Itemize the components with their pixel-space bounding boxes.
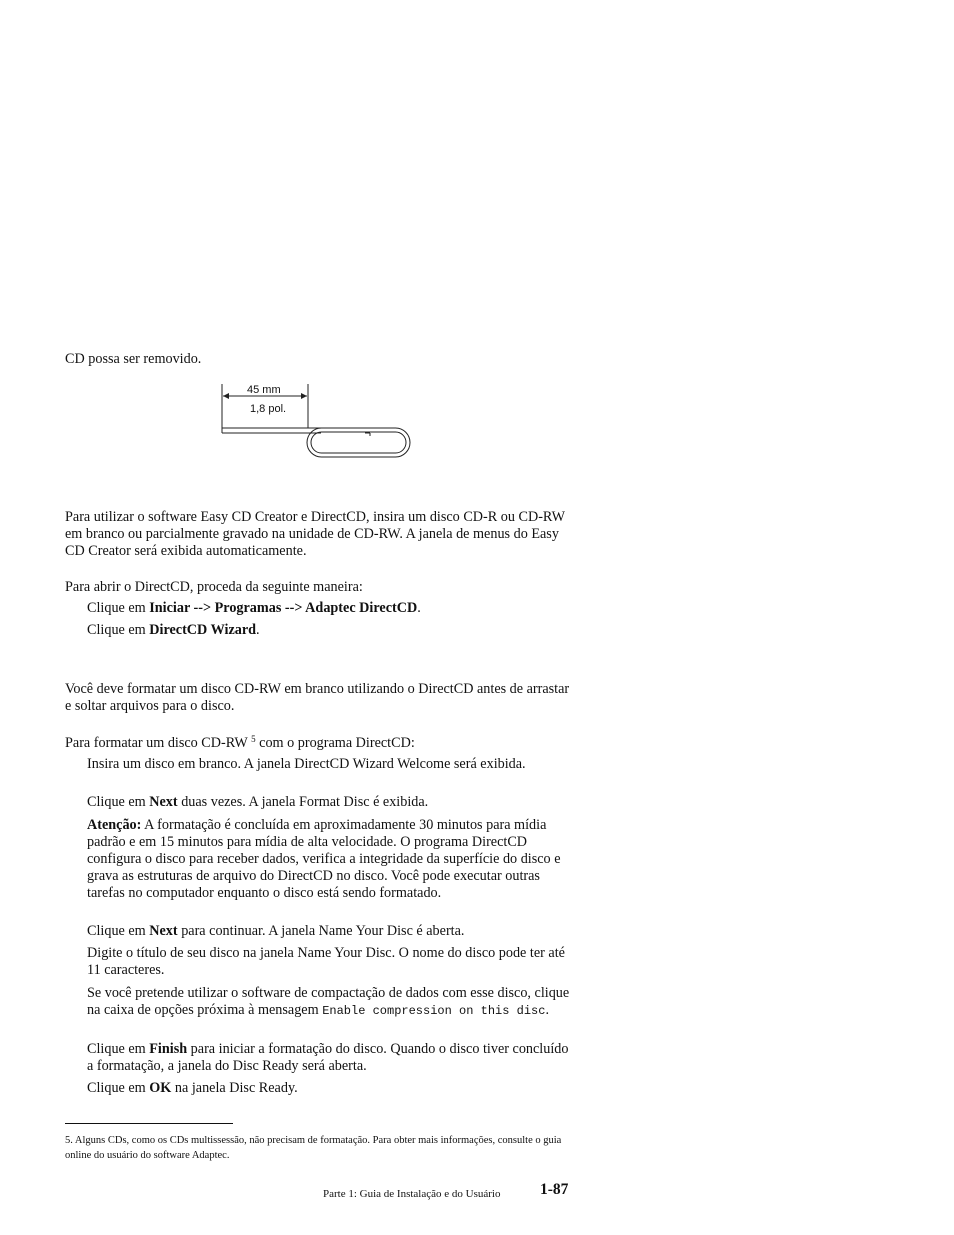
- format-step-6: Clique em Finish para iniciar a formatação do disco. Quando o disco tiver concluído a formatação, a janela do Disc Ready será aberta.: [87, 1041, 569, 1074]
- footer-text: Parte 1: Guia de Instalação e do Usuário: [323, 1188, 501, 1200]
- attention-label: Atenção:: [87, 817, 142, 833]
- paperclip-diagram: [215, 380, 420, 462]
- open-directcd-intro: Para abrir o DirectCD, proceda da seguinte maneira:: [65, 579, 363, 595]
- format-step-7: Clique em OK na janela Disc Ready.: [87, 1080, 298, 1096]
- clip-inner-loop: [311, 432, 406, 453]
- attention-note: Atenção: A formatação é concluída em aproximadamente 30 minutos para mídia padrão e em 15 minutos para mídia de alta velocidade. O programa DirectCD configura o disco para receber dados, verifica a integridade da superfície do disco e grava as estruturas de arquivo do DirectCD no disco. Você pode executar outras tarefas no computador enquanto o disco está sendo formatado.: [87, 817, 561, 901]
- intro-fragment: CD possa ser removido.: [65, 351, 202, 367]
- paragraph-format-requirement: Você deve formatar um disco CD-RW em branco utilizando o DirectCD antes de arrastar e soltar arquivos para o disco.: [65, 681, 570, 714]
- wizard-name-bold: DirectCD Wizard: [149, 622, 257, 638]
- arrowhead-right-icon: [301, 393, 307, 399]
- open-step-1: Clique em Iniciar --> Programas --> Adaptec DirectCD.: [87, 600, 421, 616]
- format-step-1: Insira um disco em branco. A janela DirectCD Wizard Welcome será exibida.: [87, 756, 526, 772]
- footnote-divider: [65, 1123, 233, 1124]
- open-step-2: Clique em DirectCD Wizard.: [87, 622, 260, 638]
- figure-label-pol: 1,8 pol.: [250, 403, 287, 415]
- menu-path-bold: Iniciar --> Programas --> Adaptec DirectCD: [149, 600, 418, 616]
- footnote: 5. Alguns CDs, como os CDs multissessão, não precisam de formatação. Para obter mais informações, consulte o guia online do usuário do software Adaptec.: [65, 1135, 562, 1161]
- format-step-4: Digite o título de seu disco na janela Name Your Disc. O nome do disco pode ter até 11 caracteres.: [87, 945, 565, 978]
- format-step-5: Se você pretende utilizar o software de compactação de dados com esse disco, clique na caixa de opções próxima à mensagem Enable compression on this disc.: [87, 985, 570, 1018]
- figure-label-mm: 45 mm: [247, 384, 281, 396]
- compression-option-text: Enable compression on this disc: [322, 1004, 546, 1018]
- paragraph-easy-cd-creator: Para utilizar o software Easy CD Creator e DirectCD, insira um disco CD-R ou CD-RW em branco ou parcialmente gravado na unidade de CD-RW. A janela de menus do Easy CD Creator será exibida automaticamente.: [65, 509, 565, 559]
- format-step-2: Clique em Next duas vezes. A janela Format Disc é exibida.: [87, 794, 429, 810]
- format-intro: Para formatar um disco CD-RW $^5$ com o programa DirectCD:: [65, 734, 415, 751]
- footnote-ref: 5: [251, 734, 256, 744]
- arrowhead-left-icon: [223, 393, 229, 399]
- page-number: 1-87: [540, 1181, 569, 1198]
- format-step-3: Clique em Next para continuar. A janela Name Your Disc é aberta.: [87, 923, 465, 939]
